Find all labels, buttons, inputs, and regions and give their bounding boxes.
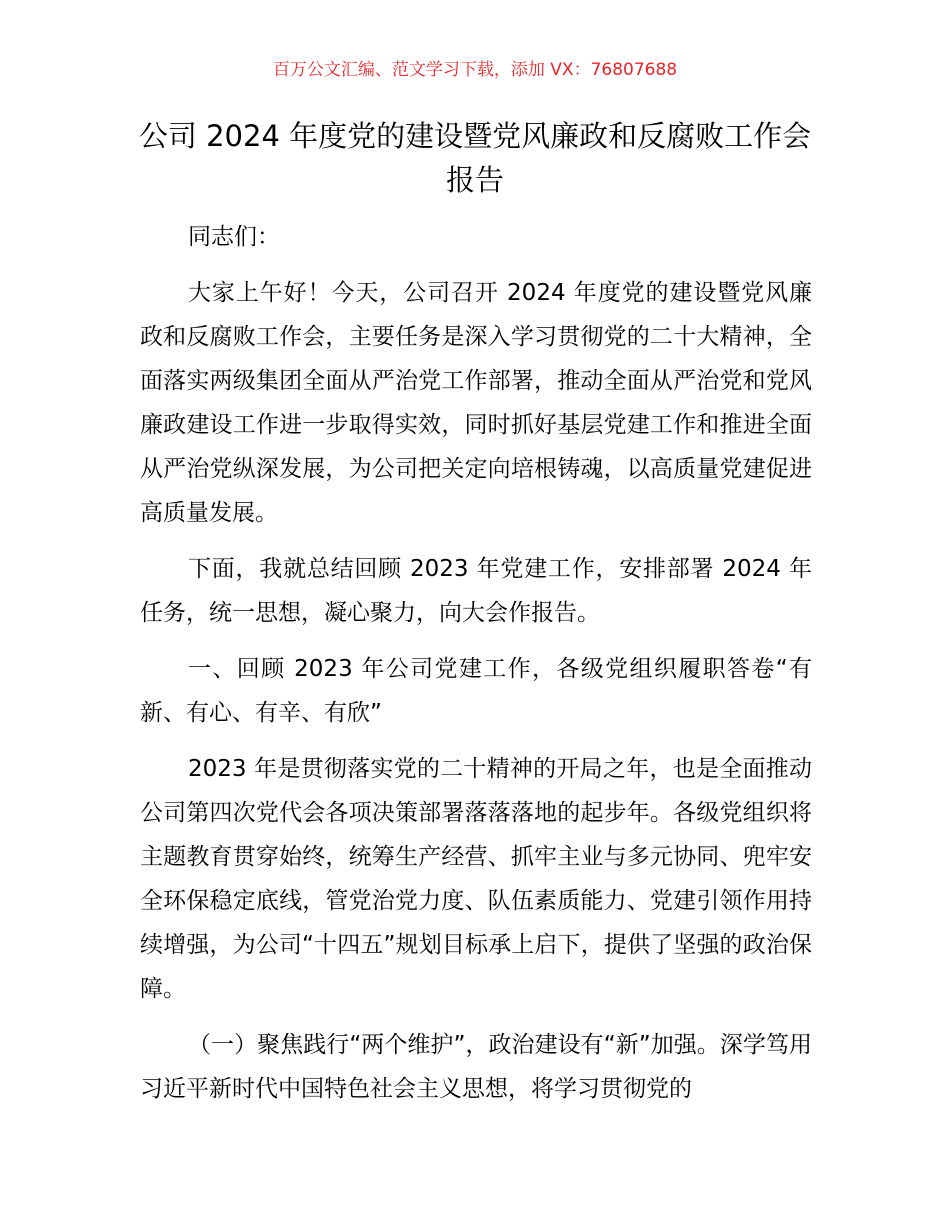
section-heading-1: 一、回顾 2023 年公司党建工作，各级党组织履职答卷“有新、有心、有辛、有欣” <box>140 656 812 726</box>
paragraph-agenda: 下面，我就总结回顾 2023 年党建工作，安排部署 2024 年任务，统一思想，凝心聚力，向大会作报告。 <box>140 556 812 626</box>
paragraph-opening: 大家上午好！今天，公司召开 2024 年度党的建设暨党风廉政和反腐败工作会，主要任务是深入学习贯彻党的二十大精神，全面落实两级集团全面从严治党工作部署，推动全面从严治党和党风廉政建设工作进一步取得实效，同时抓好基层党建工作和推进全面从严治党纵深发展，为公司把关定向培根铸魂，以高质量党建促进高质量发展。 <box>140 280 812 526</box>
document-title: 公司 2024 年度党的建设暨党风廉政和反腐败工作会报告 <box>138 119 812 197</box>
document-body <box>140 215 812 1123</box>
paragraph-2023-review: 2023 年是贯彻落实党的二十精神的开局之年，也是全面推动公司第四次党代会各项决策部署落落落地的起步年。各级党组织将主题教育贯穿始终，统筹生产经营、抓牢主业与多元协同、兜牢安全环保稳定底线，管党治党力度、队伍素质能力、党建引领作用持续增强，为公司“十四五”规划目标承上启下，提供了坚强的政治保障。 <box>140 756 812 1002</box>
subsection-heading-1: （一）聚焦践行“两个维护”，政治建设有“新”加强。深学笃用习近平新时代中国特色社会主义思想，将学习贯彻党的 <box>140 1032 812 1102</box>
salutation: 同志们： <box>188 224 280 250</box>
header-download-note: 百万公文汇编、范文学习下载，添加 VX：76807688 <box>272 60 678 80</box>
